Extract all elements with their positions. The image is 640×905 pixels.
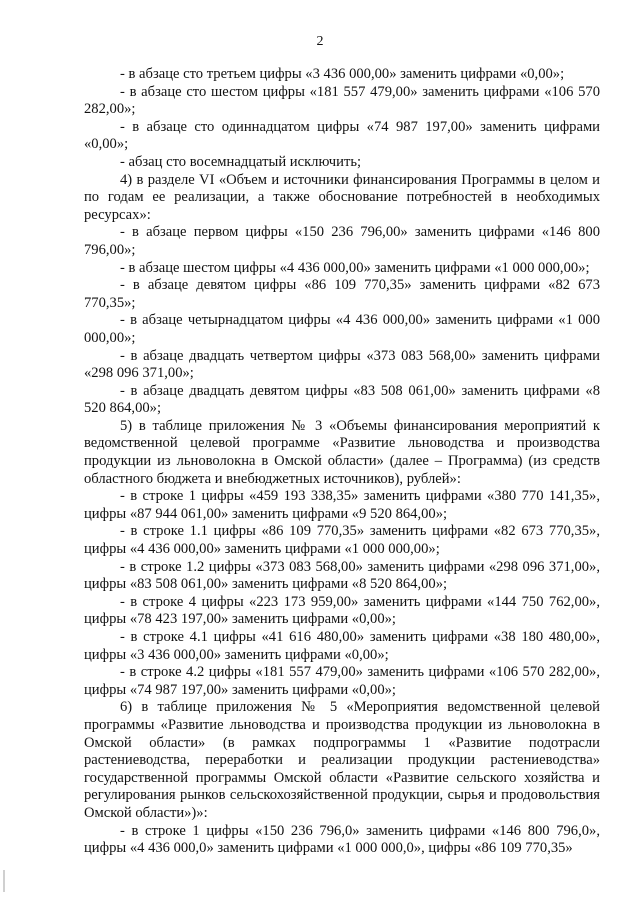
- section-item-4: 4) в разделе VI «Объем и источники финансирования Программы в целом и по годам ее реализации, а также обоснование потребностей в необходимых ресурсах»:: [84, 171, 600, 223]
- paragraph: - в строке 1.1 цифры «86 109 770,35» заменить цифрами «82 673 770,35», цифры «4 436 000,00» заменить цифрами «1 000 000,00»;: [84, 523, 600, 558]
- paragraph: - в абзаце девятом цифры «86 109 770,35» заменить цифрами «82 673 770,35»;: [84, 277, 600, 311]
- paragraph: - в абзаце сто третьем цифры «3 436 000,00» заменить цифрами «0,00»;: [120, 66, 565, 82]
- paragraph: - в абзаце сто шестом цифры «181 557 479,00» заменить цифрами «106 570 282,00»;: [84, 83, 600, 118]
- paragraph: - в абзаце четырнадцатом цифры «4 436 000,00» заменить цифрами «1 000 000,00»;: [84, 312, 600, 346]
- paragraph: - абзац сто восемнадцатый исключить;: [120, 153, 362, 170]
- paragraph: - в строке 4.2 цифры «181 557 479,00» заменить цифрами «106 570 282,00», цифры «74 987 197,00» заменить цифрами «0,00»;: [84, 664, 600, 698]
- page-number: 2: [316, 34, 324, 49]
- section-item-6: 6) в таблице приложения № 5 «Мероприятия ведомственной целевой программы «Развитие льноводства и производства продукции из льноволокна в Омской области» (в рамках подпрограммы 1 «Развитие подотрасли растениеводства, переработки и реализации продукции растениеводства» государственной программы Омской области «Развитие сельского хозяйства и регулирования рынков сельскохозяйственной продукции, сырья и продовольствия Омской области»)»:: [84, 699, 600, 821]
- paragraph: - в строке 1 цифры «150 236 796,0» заменить цифрами «146 800 796,0», цифры «4 436 000,0» заменить цифрами «1 000 000,0», цифры «86 109 770,35»: [84, 822, 600, 857]
- paragraph: - в абзаце первом цифры «150 236 796,00» заменить цифрами «146 800 796,00»;: [84, 224, 600, 258]
- document-body: [84, 66, 600, 858]
- paragraph: - в абзаце двадцать четвертом цифры «373 083 568,00» заменить цифрами «298 096 371,00»;: [84, 347, 600, 382]
- scan-margin-mark: [3, 870, 5, 892]
- paragraph: - в строке 4 цифры «223 173 959,00» заменить цифрами «144 750 762,00», цифры «78 423 197,00» заменить цифрами «0,00»;: [84, 593, 600, 628]
- paragraph: - в строке 1 цифры «459 193 338,35» заменить цифрами «380 770 141,35», цифры «87 944 061,00» заменить цифрами «9 520 864,00»;: [84, 488, 600, 522]
- section-item-5: 5) в таблице приложения № 3 «Объемы финансирования мероприятий к ведомственной целевой программе «Развитие льноводства и производства продукции из льноволокна в Омской области» (далее – Программа) (из средств областного бюджета и внебюджетных источников), рублей»:: [84, 417, 600, 487]
- paragraph: - в абзаце шестом цифры «4 436 000,00» заменить цифрами «1 000 000,00»;: [120, 259, 590, 276]
- paragraph: - в абзаце сто одиннадцатом цифры «74 987 197,00» заменить цифрами «0,00»;: [84, 118, 600, 153]
- paragraph: - в строке 4.1 цифры «41 616 480,00» заменить цифрами «38 180 480,00», цифры «3 436 000,00» заменить цифрами «0,00»;: [84, 629, 600, 663]
- paragraph: - в строке 1.2 цифры «373 083 568,00» заменить цифрами «298 096 371,00», цифры «83 508 061,00» заменить цифрами «8 520 864,00»;: [84, 558, 600, 593]
- paragraph: - в абзаце двадцать девятом цифры «83 508 061,00» заменить цифрами «8 520 864,00»;: [84, 382, 600, 417]
